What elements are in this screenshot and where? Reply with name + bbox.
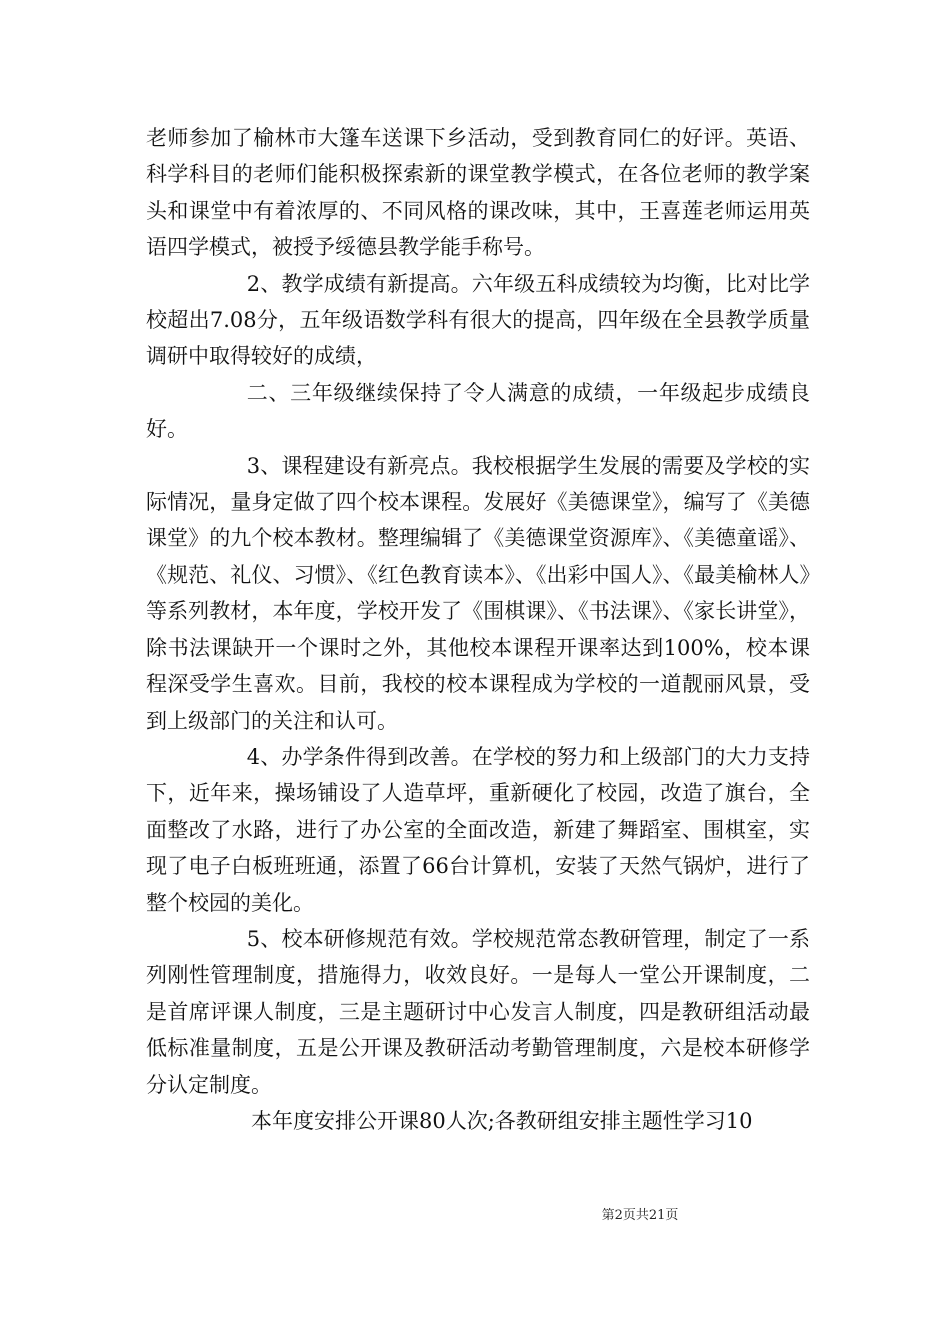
paragraph-7: 本年度安排公开课80人次;各教研组安排主题性学习10 xyxy=(251,1108,753,1133)
paragraph-2: 2、教学成绩有新提高。六年级五科成绩较为均衡，比对比学校超出7.08分，五年级语数学科有很大的提高，四年级在全县教学质量调研中取得较好的成绩， xyxy=(146,271,810,369)
paragraph-4: 3、课程建设有新亮点。我校根据学生发展的需要及学校的实际情况，量身定做了四个校本课程。发展好《美德课堂》，编写了《美德课堂》的九个校本教材。整理编辑了《美德课堂资源库》、《美德童谣》、《规范、礼仪、习惯》、《红色教育读本》、《出彩中国人》、《最美榆林人》等系列教材，本年度，学校开发了《围棋课》、《书法课》、《家长讲堂》，除书法课缺开一个课时之外，其他校本课程开课率达到100%，校本课程深受学生喜欢。目前，我校的校本课程成为学校的一道靓丽风景，受到上级部门的关注和认可。 xyxy=(146,453,810,733)
page-number-footer: 第2页共21页 xyxy=(601,1208,679,1223)
document-body xyxy=(146,120,810,1139)
paragraph-3: 二、三年级继续保持了令人满意的成绩，一年级起步成绩良好。 xyxy=(146,380,810,442)
paragraph-1: 老师参加了榆林市大篷车送课下乡活动，受到教育同仁的好评。英语、科学科目的老师们能积极探索新的课堂教学模式，在各位老师的教学案头和课堂中有着浓厚的、不同风格的课改味，其中，王喜莲老师运用英语四学模式，被授予绥德县教学能手称号。 xyxy=(146,126,810,260)
paragraph-6: 5、校本研修规范有效。学校规范常态教研管理，制定了一系列刚性管理制度，措施得力，收效良好。一是每人一堂公开课制度，二是首席评课人制度，三是主题研讨中心发言人制度，四是教研组活动最低标准量制度，五是公开课及教研活动考勤管理制度，六是校本研修学分认定制度。 xyxy=(146,926,810,1097)
paragraph-5: 4、办学条件得到改善。在学校的努力和上级部门的大力支持下，近年来，操场铺设了人造草坪，重新硬化了校园，改造了旗台，全面整改了水路，进行了办公室的全面改造，新建了舞蹈室、围棋室，实现了电子白板班班通，添置了66台计算机，安装了天然气锅炉，进行了整个校园的美化。 xyxy=(146,744,810,915)
